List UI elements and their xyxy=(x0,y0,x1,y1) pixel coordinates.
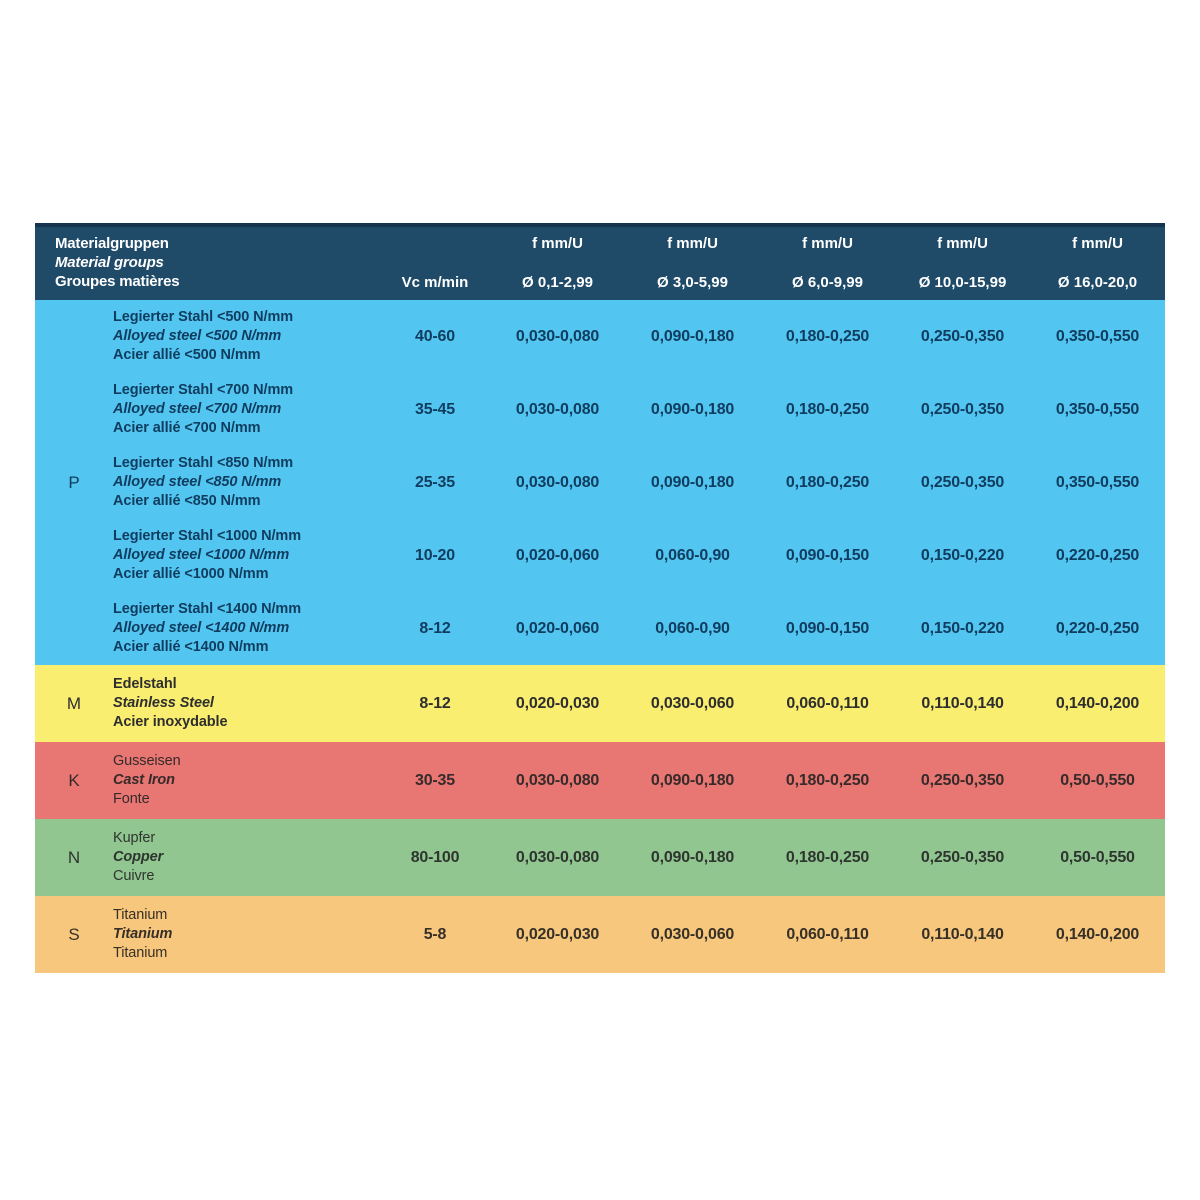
diameter-range-label: Ø 0,1-2,99 xyxy=(522,274,593,291)
group-letter: N xyxy=(67,847,81,867)
cutting-data-table xyxy=(35,223,1165,973)
table-row xyxy=(113,819,1165,896)
vc-value: 30-35 xyxy=(415,771,455,789)
diameter-range-label: Ø 10,0-15,99 xyxy=(918,274,1007,291)
diameter-range-label: Ø 6,0-9,99 xyxy=(792,274,863,291)
diameter-range-label: Ø 3,0-5,99 xyxy=(657,274,728,291)
heading-en: Material groups xyxy=(55,254,164,271)
vc-value: 80-100 xyxy=(410,848,460,866)
table-row xyxy=(113,446,1165,519)
group-letter: S xyxy=(68,924,80,944)
feed-column-header xyxy=(1030,227,1165,300)
feed-value: 0,250-0,350 xyxy=(920,400,1005,418)
material-name-en: Alloyed steel <1000 N/mm xyxy=(113,547,290,563)
group-rows xyxy=(113,742,1165,819)
material-names xyxy=(113,675,380,732)
material-name-en: Alloyed steel <1400 N/mm xyxy=(113,620,290,636)
vc-value: 5-8 xyxy=(423,925,447,943)
feed-value: 0,030-0,080 xyxy=(515,327,600,345)
feed-value: 0,180-0,250 xyxy=(785,400,870,418)
group-rows xyxy=(113,819,1165,896)
material-name-de: Gusseisen xyxy=(113,753,181,769)
material-name-en: Titanium xyxy=(113,926,173,942)
feed-value: 0,250-0,350 xyxy=(920,848,1005,866)
feed-value: 0,020-0,060 xyxy=(515,619,600,637)
table-row xyxy=(113,519,1165,592)
feed-value: 0,060-0,90 xyxy=(655,619,730,637)
vc-value: 35-45 xyxy=(415,400,455,418)
material-name-de: Legierter Stahl <850 N/mm xyxy=(113,455,294,471)
feed-value: 0,030-0,080 xyxy=(515,400,600,418)
material-name-de: Kupfer xyxy=(113,830,156,846)
material-name-en: Cast Iron xyxy=(113,772,175,788)
feed-column-header xyxy=(895,227,1030,300)
material-names xyxy=(113,906,380,963)
feed-value: 0,020-0,060 xyxy=(515,546,600,564)
material-name-de: Titanium xyxy=(113,907,168,923)
material-name-fr: Acier allié <1400 N/mm xyxy=(113,639,269,655)
material-name-en: Alloyed steel <850 N/mm xyxy=(113,474,282,490)
feed-value: 0,180-0,250 xyxy=(785,771,870,789)
feed-value: 0,250-0,350 xyxy=(920,771,1005,789)
material-group xyxy=(35,665,1165,742)
feed-value: 0,060-0,110 xyxy=(786,925,869,943)
material-names xyxy=(113,454,380,511)
feed-value: 0,030-0,080 xyxy=(515,848,600,866)
vc-value: 8-12 xyxy=(419,694,451,712)
feed-value: 0,350-0,550 xyxy=(1055,473,1140,491)
feed-value: 0,180-0,250 xyxy=(785,473,870,491)
feed-unit-label: f mm/U xyxy=(1072,235,1123,252)
feed-value: 0,50-0,550 xyxy=(1060,771,1135,789)
material-name-en: Alloyed steel <500 N/mm xyxy=(113,328,282,344)
feed-value: 0,150-0,220 xyxy=(920,546,1005,564)
material-name-de: Legierter Stahl <1400 N/mm xyxy=(113,601,301,617)
feed-unit-label: f mm/U xyxy=(937,235,988,252)
material-name-fr: Acier inoxydable xyxy=(113,714,228,730)
feed-unit-label: f mm/U xyxy=(532,235,583,252)
material-name-de: Legierter Stahl <700 N/mm xyxy=(113,382,294,398)
material-name-en: Stainless Steel xyxy=(113,695,214,711)
feed-value: 0,150-0,220 xyxy=(920,619,1005,637)
material-name-fr: Acier allié <1000 N/mm xyxy=(113,566,269,582)
feed-value: 0,030-0,080 xyxy=(515,771,600,789)
material-name-fr: Acier allié <700 N/mm xyxy=(113,420,261,436)
feed-value: 0,020-0,030 xyxy=(515,694,600,712)
group-letter: M xyxy=(66,693,82,713)
feed-value: 0,140-0,200 xyxy=(1055,694,1140,712)
vc-column-header: Vc m/min xyxy=(401,274,469,291)
feed-value: 0,110-0,140 xyxy=(921,925,1004,943)
material-name-fr: Acier allié <850 N/mm xyxy=(113,493,261,509)
material-names xyxy=(113,600,380,657)
group-letter: P xyxy=(68,472,80,492)
feed-column-header xyxy=(760,227,895,300)
feed-value: 0,140-0,200 xyxy=(1055,925,1140,943)
feed-value: 0,060-0,90 xyxy=(655,546,730,564)
table-row xyxy=(113,592,1165,665)
feed-value: 0,020-0,030 xyxy=(515,925,600,943)
material-group xyxy=(35,742,1165,819)
feed-value: 0,030-0,080 xyxy=(515,473,600,491)
table-row xyxy=(113,665,1165,742)
material-group xyxy=(35,896,1165,973)
feed-value: 0,220-0,250 xyxy=(1055,619,1140,637)
feed-value: 0,090-0,180 xyxy=(650,327,735,345)
feed-unit-label: f mm/U xyxy=(802,235,853,252)
feed-value: 0,090-0,180 xyxy=(650,473,735,491)
feed-value: 0,060-0,110 xyxy=(786,694,869,712)
material-group xyxy=(35,300,1165,665)
table-header xyxy=(35,227,1165,300)
feed-value: 0,180-0,250 xyxy=(785,848,870,866)
material-name-fr: Acier allié <500 N/mm xyxy=(113,347,261,363)
table-row xyxy=(113,742,1165,819)
vc-value: 10-20 xyxy=(415,546,455,564)
feed-column-header xyxy=(490,227,625,300)
feed-value: 0,350-0,550 xyxy=(1055,327,1140,345)
feed-column-header xyxy=(625,227,760,300)
feed-value: 0,090-0,180 xyxy=(650,400,735,418)
table-row xyxy=(113,373,1165,446)
feed-value: 0,180-0,250 xyxy=(785,327,870,345)
feed-value: 0,090-0,150 xyxy=(785,619,870,637)
table-row xyxy=(113,896,1165,973)
feed-value: 0,350-0,550 xyxy=(1055,400,1140,418)
feed-value: 0,090-0,150 xyxy=(785,546,870,564)
group-rows xyxy=(113,300,1165,665)
feed-value: 0,090-0,180 xyxy=(650,771,735,789)
feed-value: 0,030-0,060 xyxy=(650,694,735,712)
material-names xyxy=(113,527,380,584)
heading-de: Materialgruppen xyxy=(55,235,169,252)
material-name-fr: Cuivre xyxy=(113,868,155,884)
vc-value: 25-35 xyxy=(415,473,455,491)
diameter-range-label: Ø 16,0-20,0 xyxy=(1057,274,1138,291)
material-groups-heading xyxy=(35,227,380,300)
material-name-fr: Titanium xyxy=(113,945,168,961)
material-group xyxy=(35,819,1165,896)
material-name-fr: Fonte xyxy=(113,791,150,807)
material-name-de: Legierter Stahl <1000 N/mm xyxy=(113,528,301,544)
vc-value: 8-12 xyxy=(419,619,451,637)
material-names xyxy=(113,308,380,365)
feed-value: 0,50-0,550 xyxy=(1060,848,1135,866)
feed-value: 0,030-0,060 xyxy=(650,925,735,943)
material-names xyxy=(113,381,380,438)
material-name-en: Copper xyxy=(113,849,164,865)
group-letter: K xyxy=(68,770,80,790)
heading-fr: Groupes matières xyxy=(55,273,180,290)
group-rows xyxy=(113,665,1165,742)
feed-value: 0,090-0,180 xyxy=(650,848,735,866)
material-name-de: Legierter Stahl <500 N/mm xyxy=(113,309,294,325)
vc-value: 40-60 xyxy=(415,327,455,345)
feed-unit-label: f mm/U xyxy=(667,235,718,252)
feed-value: 0,250-0,350 xyxy=(920,473,1005,491)
material-name-de: Edelstahl xyxy=(113,676,177,692)
table-body xyxy=(35,300,1165,973)
feed-value: 0,220-0,250 xyxy=(1055,546,1140,564)
material-names xyxy=(113,752,380,809)
material-name-en: Alloyed steel <700 N/mm xyxy=(113,401,282,417)
table-row xyxy=(113,300,1165,373)
group-rows xyxy=(113,896,1165,973)
material-names xyxy=(113,829,380,886)
feed-value: 0,250-0,350 xyxy=(920,327,1005,345)
feed-value: 0,110-0,140 xyxy=(921,694,1004,712)
